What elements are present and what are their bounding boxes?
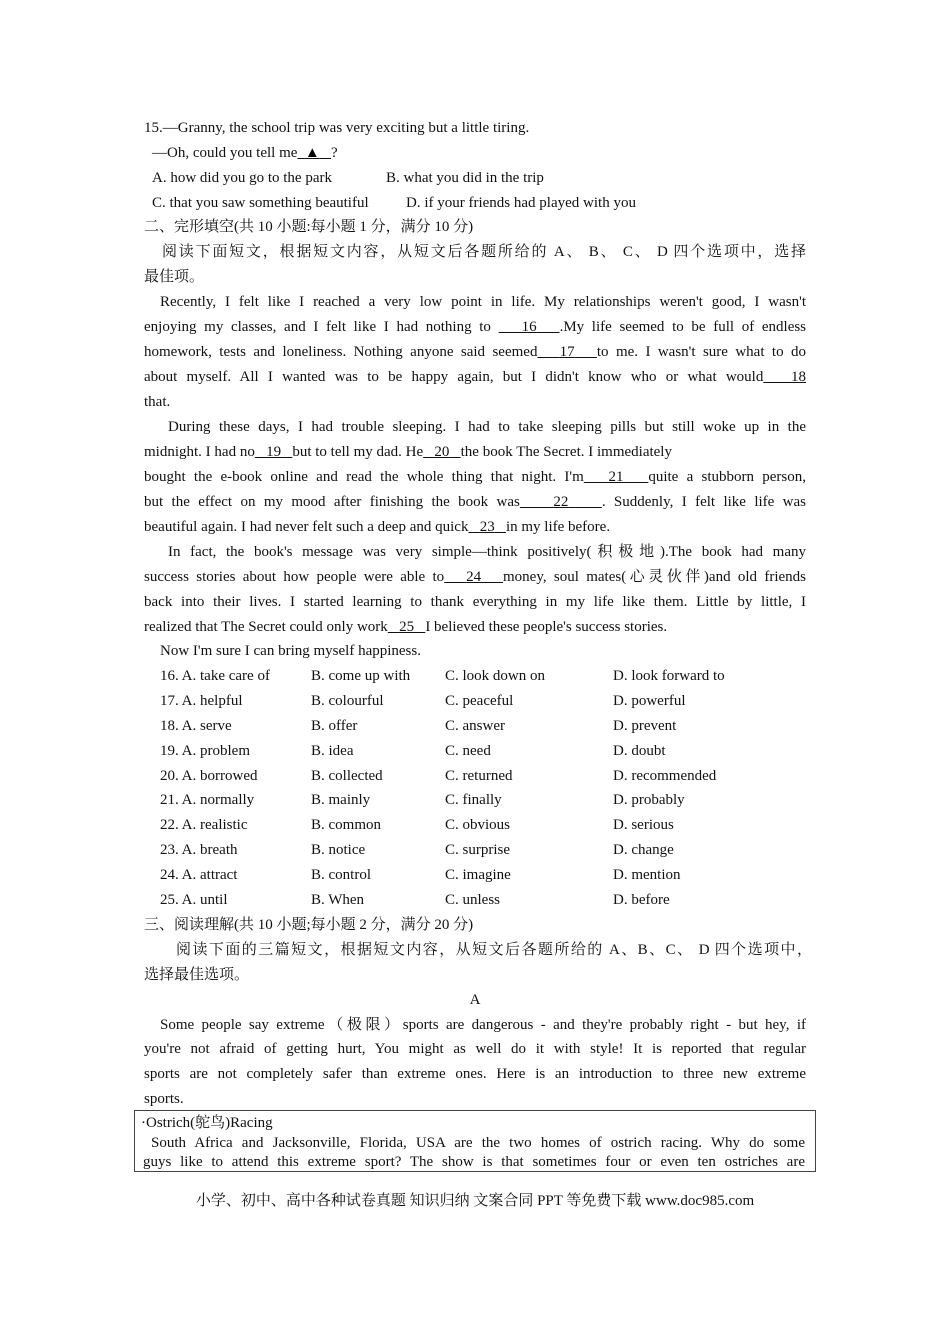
blank-22: 22 <box>553 494 569 510</box>
blank-17: 17 <box>559 344 575 360</box>
option-row-17: 17. A. helpful B. colourful C. peaceful D. powerful <box>160 693 686 709</box>
option-row-20: 20. A. borrowed B. collected C. returned D. recommended <box>160 768 717 784</box>
passage-line: In fact, the book's message was very simple—think positively(积极地).The book had many <box>168 544 806 560</box>
section3-heading: 三、阅读理解(共 10 小题;每小题 2 分，满分 20 分) <box>144 917 474 933</box>
passage-a-label: A <box>469 992 481 1008</box>
q15-options-cd: C. that you saw something beautiful D. if your friends had played with you <box>152 195 636 211</box>
box-line: guys like to attend this extreme sport? The show is that sometimes four or even ten ostriches are <box>143 1154 805 1170</box>
blank-20: 20 <box>434 444 450 460</box>
passage-line: beautiful again. I had never felt such a deep and quick 23 in my life before. <box>144 519 611 535</box>
passage-line: midnight. I had no 19 but to tell my dad. He 20 the book The Secret. I immediately <box>144 444 672 460</box>
passage-line: enjoying my classes, and I felt like I had nothing to 16 .My life seemed to be full of endless <box>144 319 807 335</box>
passage-a-line: you're not afraid of getting hurt, You might as well do it with style! It is reported that regular <box>144 1041 806 1057</box>
option-row-19: 19. A. problem B. idea C. need D. doubt <box>160 743 666 759</box>
passage-line: but the effect on my mood after finishing the book was 22 . Suddenly, I felt like life was <box>144 494 807 510</box>
page-footer: 小学、初中、高中各种试卷真题 知识归纳 文案合同 PPT 等免费下载 www.doc985.com <box>195 1193 755 1209</box>
passage-line: back into their lives. I started learning to thank everything in my life like them. Little by little, I <box>144 594 806 610</box>
option-row-21: 21. A. normally B. mainly C. finally D. probably <box>160 792 685 808</box>
passage-line: success stories about how people were able to 24 money, soul mates(心灵伙伴)and old friends <box>144 569 807 585</box>
info-box <box>134 1110 816 1172</box>
blank-24: 24 <box>466 569 482 585</box>
box-title: ·Ostrich(鸵鸟)Racing <box>141 1115 273 1131</box>
passage-a-line: sports. <box>144 1091 184 1107</box>
passage-line: that. <box>144 394 171 410</box>
q15-stem: 15.—Granny, the school trip was very exciting but a little tiring. <box>144 120 530 136</box>
option-row-16: 16. A. take care of B. come up with C. look down on D. look forward to <box>160 668 725 684</box>
blank-16: 16 <box>521 319 537 335</box>
blank-18: 18 <box>791 369 806 385</box>
section3-instruction-cont: 选择最佳选项。 <box>144 967 250 983</box>
section2-instruction-cont: 最佳项。 <box>144 269 205 285</box>
q15-options-ab: A. how did you go to the park B. what you did in the trip <box>152 170 544 186</box>
section2-instruction: 阅读下面短文，根据短文内容，从短文后各题所给的 A、 B、 C、 D 四个选项中，选择 <box>162 244 806 260</box>
box-line: South Africa and Jacksonville, Florida, USA are the two homes of ostrich racing. Why do some <box>151 1135 805 1151</box>
blank-triangle-icon: ▲ <box>304 145 320 161</box>
passage-a-line: sports are not completely safer than extreme ones. Here is an introduction to three new extreme <box>144 1066 806 1082</box>
passage-line: realized that The Secret could only work 25 I believed these people's success stories. <box>144 619 668 635</box>
blank-21: 21 <box>608 469 624 485</box>
passage-a-line: Some people say extreme（极限）sports are dangerous - and they're probably right - but hey, if <box>160 1017 806 1033</box>
option-row-22: 22. A. realistic B. common C. obvious D. serious <box>160 817 674 833</box>
passage-line: During these days, I had trouble sleeping. I had to take sleeping pills but still woke up in the <box>168 419 806 435</box>
blank-25: 25 <box>399 619 415 635</box>
passage-line: about myself. All I wanted was to be happy again, but I didn't know who or what would 18 <box>144 369 806 385</box>
blank-19: 19 <box>266 444 282 460</box>
passage-line: bought the e-book online and read the whole thing that night. I'm 21 quite a stubborn person, <box>144 469 807 485</box>
blank-23: 23 <box>479 519 495 535</box>
option-row-23: 23. A. breath B. notice C. surprise D. change <box>160 842 674 858</box>
passage-line: Recently, I felt like I reached a very low point in life. My relationships weren't good, I wasn't <box>160 294 806 310</box>
q15-reply: —Oh, could you tell me ▲ ? <box>152 145 338 161</box>
option-row-24: 24. A. attract B. control C. imagine D. mention <box>160 867 681 883</box>
section2-heading: 二、完形填空(共 10 小题:每小题 1 分，满分 10 分) <box>144 219 474 235</box>
option-row-18: 18. A. serve B. offer C. answer D. prevent <box>160 718 677 734</box>
section3-instruction: 阅读下面的三篇短文，根据短文内容，从短文后各题所给的 A、B、C、 D 四个选项中， <box>176 942 812 958</box>
passage-line: homework, tests and loneliness. Nothing anyone said seemed 17 to me. I wasn't sure what to do <box>144 344 806 360</box>
option-row-25: 25. A. until B. When C. unless D. before <box>160 892 670 908</box>
passage-line: Now I'm sure I can bring myself happiness. <box>160 643 421 659</box>
